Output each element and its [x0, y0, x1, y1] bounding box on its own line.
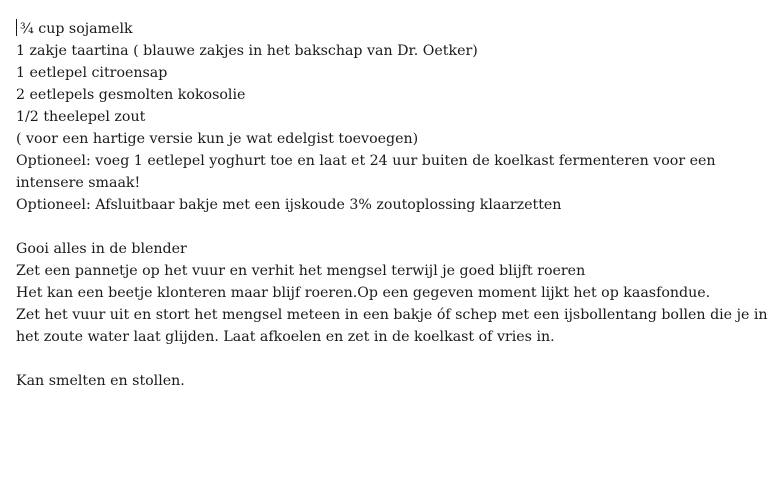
document-line: Optioneel: Afsluitbaar bakje met een ijskoude 3% zoutoplossing klaarzetten — [16, 197, 562, 213]
document-line: 1 zakje taartina ( blauwe zakjes in het bakschap van Dr. Oetker) — [16, 43, 478, 59]
document-line: intensere smaak! — [16, 175, 141, 191]
document-line: ( voor een hartige versie kun je wat edelgist toevoegen) — [16, 131, 419, 147]
text-caret — [16, 19, 17, 36]
document-line: Zet het vuur uit en stort het mengsel meteen in een bakje óf schep met een ijsbollentang bollen die je in — [16, 307, 768, 323]
document-line: Kan smelten en stollen. — [16, 373, 185, 389]
document-line: Optioneel: voeg 1 eetlepel yoghurt toe en laat et 24 uur buiten de koelkast fermenteren voor een — [16, 153, 716, 169]
document-line: Zet een pannetje op het vuur en verhit het mengsel terwijl je goed blijft roeren — [16, 263, 586, 279]
text-editor[interactable] — [16, 18, 768, 392]
document-line: 2 eetlepels gesmolten kokosolie — [16, 87, 246, 103]
line-text: ¾ cup sojamelk — [20, 21, 133, 37]
blank-line — [16, 348, 656, 370]
document-line: Gooi alles in de blender — [16, 241, 187, 257]
document-line: 1 eetlepel citroensap — [16, 65, 168, 81]
document-line — [16, 18, 656, 40]
document-line: het zoute water laat glijden. Laat afkoelen en zet in de koelkast of vries in. — [16, 329, 555, 345]
blank-line — [16, 216, 656, 238]
document-line: Het kan een beetje klonteren maar blijf roeren.Op een gegeven moment lijkt het op kaasfondue. — [16, 285, 711, 301]
document-line: 1/2 theelepel zout — [16, 109, 146, 125]
